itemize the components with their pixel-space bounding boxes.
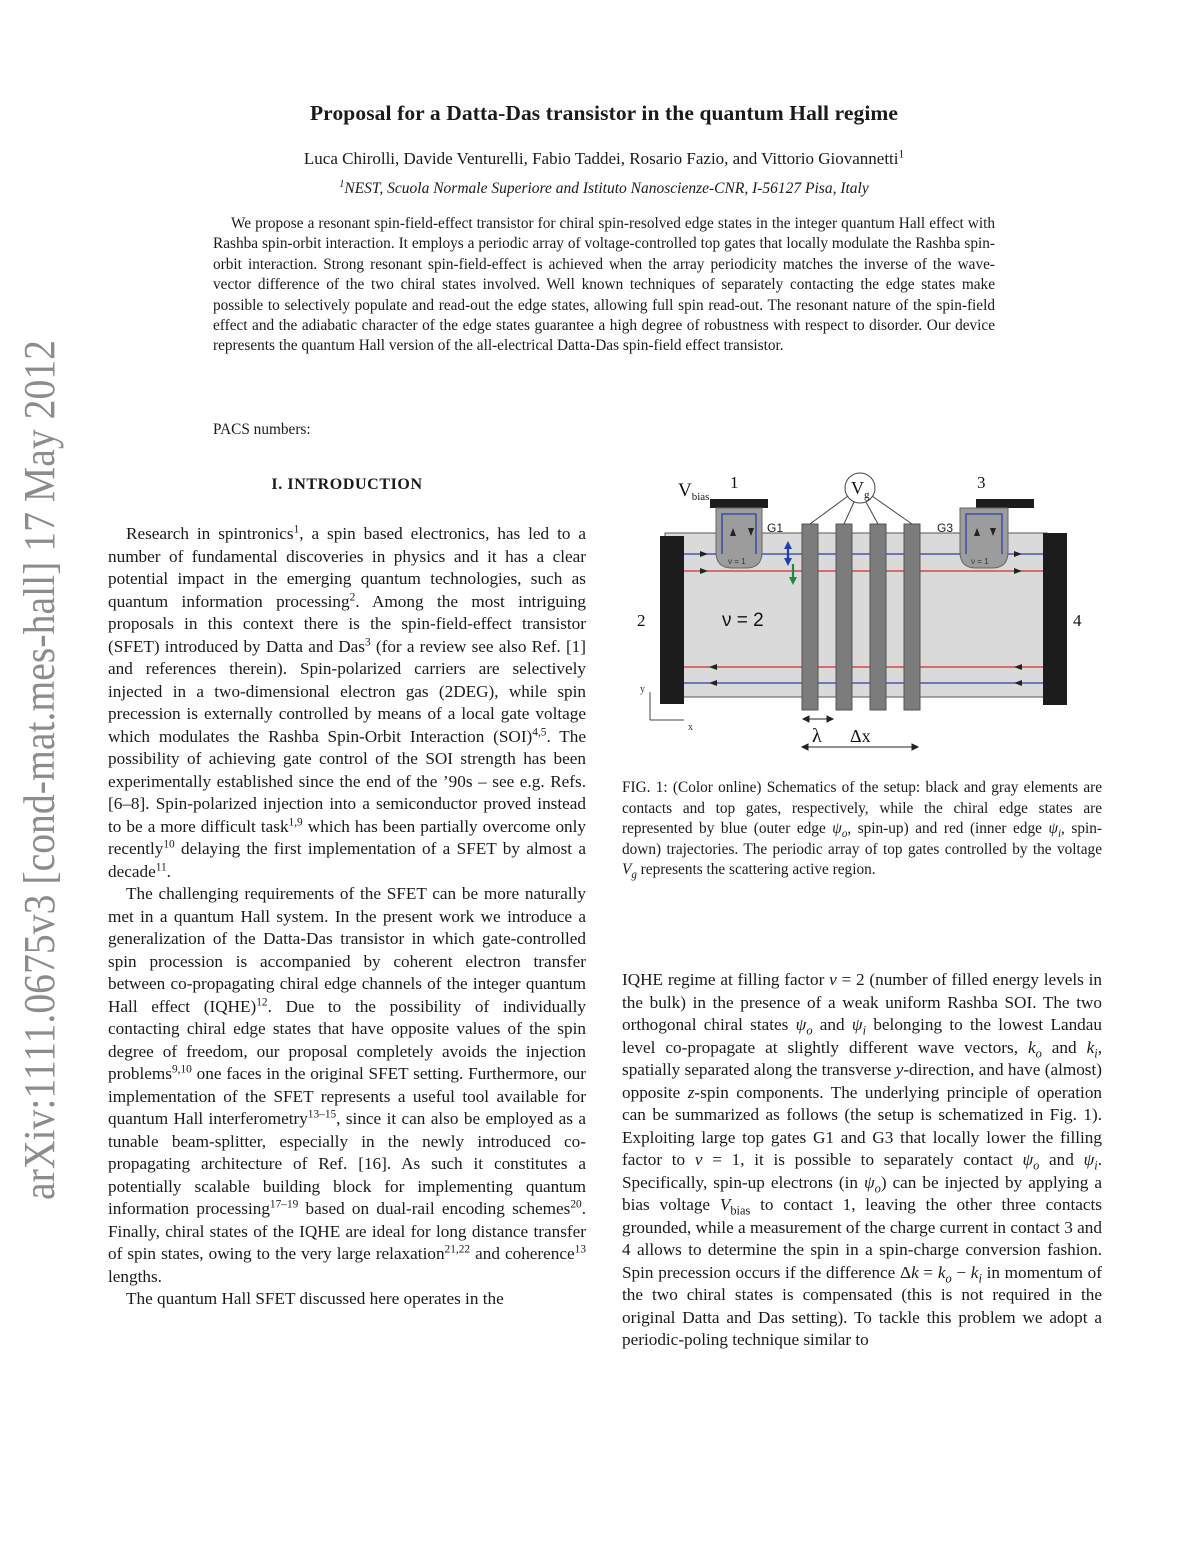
right-column [622,969,1102,1352]
nu-1-right-label: ν = 1 [971,557,989,566]
paper-title: Proposal for a Datta-Das transistor in the quantum Hall regime [309,101,899,125]
contact-2-label: 2 [637,611,646,630]
author-names: Luca Chirolli, Davide Venturelli, Fabio Taddei, Rosario Fazio, and Vittorio Giovannetti [303,149,899,168]
left-column [108,523,586,1311]
gate-g3-label: G3 [937,521,954,535]
contact-4 [1043,533,1067,705]
vbias-label: $V_{bias}$ [678,480,710,503]
author-list [0,149,1200,169]
top-gate-1 [802,524,818,710]
arxiv-stamp-svg [2,330,68,1210]
delta-x-label: Δx [850,726,871,746]
top-gate-2 [836,524,852,710]
axis-y-label: y [640,684,645,695]
affiliation [0,180,1200,198]
lambda-label: λ [812,725,822,747]
top-gate-4 [904,524,920,710]
contact-1-label: 1 [730,473,739,492]
intro-paragraph-2: The challenging requirements of the SFET can be more naturally met in a quantum Hall system. In the present work we introduce a generalization of the Datta-Das transistor in which gate-controlled spin procession is accompanied by coherent electron transfer between co-propagating chiral edge channels of the integer quantum Hall effect (IQHE)$^{12}$. Due to the possibility of individually contacting chiral edge states that have opposite values of the spin degree of freedom, our proposal completely avoids the injection problems$^{9,10}$ one faces in the original SFET setting. Furthermore, our implementation of the SFET represents a useful tool available for quantum Hall interferometry$^{13-15}$, since it can also be employed as a tunable beam-splitter, especially in the newly introduced co-propagating architecture of Ref. [16]. As such it constitutes a potentially scalable building block for implementing quantum information processing$^{17-19}$ based on dual-rail encoding schemes$^{20}$. Finally, chiral states of the IQHE are ideal for long distance transfer of spin states, owing to the very large relaxation$^{21,22}$ and coherence$^{13}$ lengths. [108,884,586,1286]
section-heading-introduction: I. INTRODUCTION [271,476,423,493]
figure-1-schematic [622,466,1100,766]
top-gate-3 [870,524,886,710]
contact-1-bar [710,499,768,508]
pacs-numbers: PACS numbers: [213,421,311,438]
intro-paragraph-3: The quantum Hall SFET discussed here operates in the [126,1289,504,1308]
affiliation-mark: 1 [339,178,345,190]
nu-1-left-label: ν = 1 [728,557,746,566]
figure-1-svg [622,466,1100,766]
arxiv-identifier-stamp [2,330,68,1210]
arxiv-id-text: arXiv:1111.0675v3 [cond-mat.mes-hall] 17 May 2012 [15,330,64,1200]
right-column-paragraph: IQHE regime at filling factor ν = 2 (number of filled energy levels in the bulk) in the presence of a weak uniform Rashba SOI. The two orthogonal chiral states $\psi_o$ and $\psi_i$ belonging to the lowest Landau level co-propagate at slightly different wave vectors, $k_o$ and $k_i$, spatially separated along the transverse y-direction, and have (almost) opposite z-spin components. The underlying principle of operation can be summarized as follows (the setup is schematized in Fig. 1). Exploiting large top gates G1 and G3 that locally lower the filling factor to ν = 1, it is possible to separately contact $\psi_o$ and $\psi_i$. Specifically, spin-up electrons (in $\psi_o$) can be injected by applying a bias voltage $V_{bias}$ to contact 1, leaving the other three contacts grounded, while a measurement of the charge current in contact 3 and 4 allows to determine the spin in a spin-charge conversion fashion. Spin precession occurs if the difference $\Delta k = k_o - k_i$ in momentum of the two chiral states is compensated (this is not required in the original Datta and Das setting). To tackle this problem we adopt a periodic-poling technique similar to [622,970,1103,1349]
affiliation-text: NEST, Scuola Normale Superiore and Istituto Nanoscienze-CNR, I-56127 Pisa, Italy [344,180,869,197]
nu-2-label: ν = 2 [722,610,764,631]
contact-2 [660,536,684,704]
gate-g1-label: G1 [767,521,784,535]
intro-paragraph-1: Research in spintronics$^1$, a spin based electronics, has led to a number of fundamental discoveries in physics and it has a clear potential impact in the emerging quantum technologies, such as quantum information processing$^2$. Among the most intriguing proposals in this context there is the spin-field-effect transistor (SFET) introduced by Datta and Das$^3$ (for a review see also Ref. [1] and references therein). Spin-polarized carriers are selectively injected in a two-dimensional electron gas (2DEG), while spin precession is externally controlled by means of a local gate voltage which modulates the Rashba Spin-Orbit Interaction (SOI)$^{4,5}$. The possibility of achieving gate control of the SOI strength has been experimentally established since the end of the ’90s – see e.g. Refs. [6–8]. Spin-polarized injection into a semiconductor proved instead to be a more difficult task$^{1,9}$ which has been partially overcome only recently$^{10}$ delaying the first implementation of a SFET by almost a decade$^{11}$. [108,523,586,881]
figure-1-caption: FIG. 1: (Color online) Schematics of the setup: black and gray elements are contacts and top gates, respectively, while the chiral edge states are represented by blue (outer edge $\psi_o$, spin-up) and red (inner edge $\psi_i$, spin-down) trajectories. The periodic array of top gates controlled by the voltage $V_g$ represents the scattering active region. [622,779,1103,882]
axis-x-label: x [688,722,693,733]
vg-label: $V_g$ [851,478,870,501]
contact-4-label: 4 [1073,611,1082,630]
author-affiliation-mark: 1 [898,148,905,161]
contact-3-bar [976,499,1034,508]
abstract: We propose a resonant spin-field-effect transistor for chiral spin-resolved edge states in the integer quantum Hall effect with Rashba spin-orbit interaction. It employs a periodic array of voltage-controlled top gates that locally modulate the Rashba spin-orbit interaction. Strong resonant spin-field-effect is achieved when the array periodicity matches the inverse of the wave-vector difference of the two chiral states involved. Well known techniques of separately contacting the edge states make possible to selectively populate and read-out the edge states, allowing full spin read-out. The resonant nature of the spin-field effect and the adiabatic character of the edge states guarantee a high degree of robustness with respect to disorder. Our device represents the quantum Hall version of the all-electrical Datta-Das spin-field effect transistor. [213,215,995,355]
lambda-indicator [803,716,833,722]
contact-3-label: 3 [977,473,986,492]
